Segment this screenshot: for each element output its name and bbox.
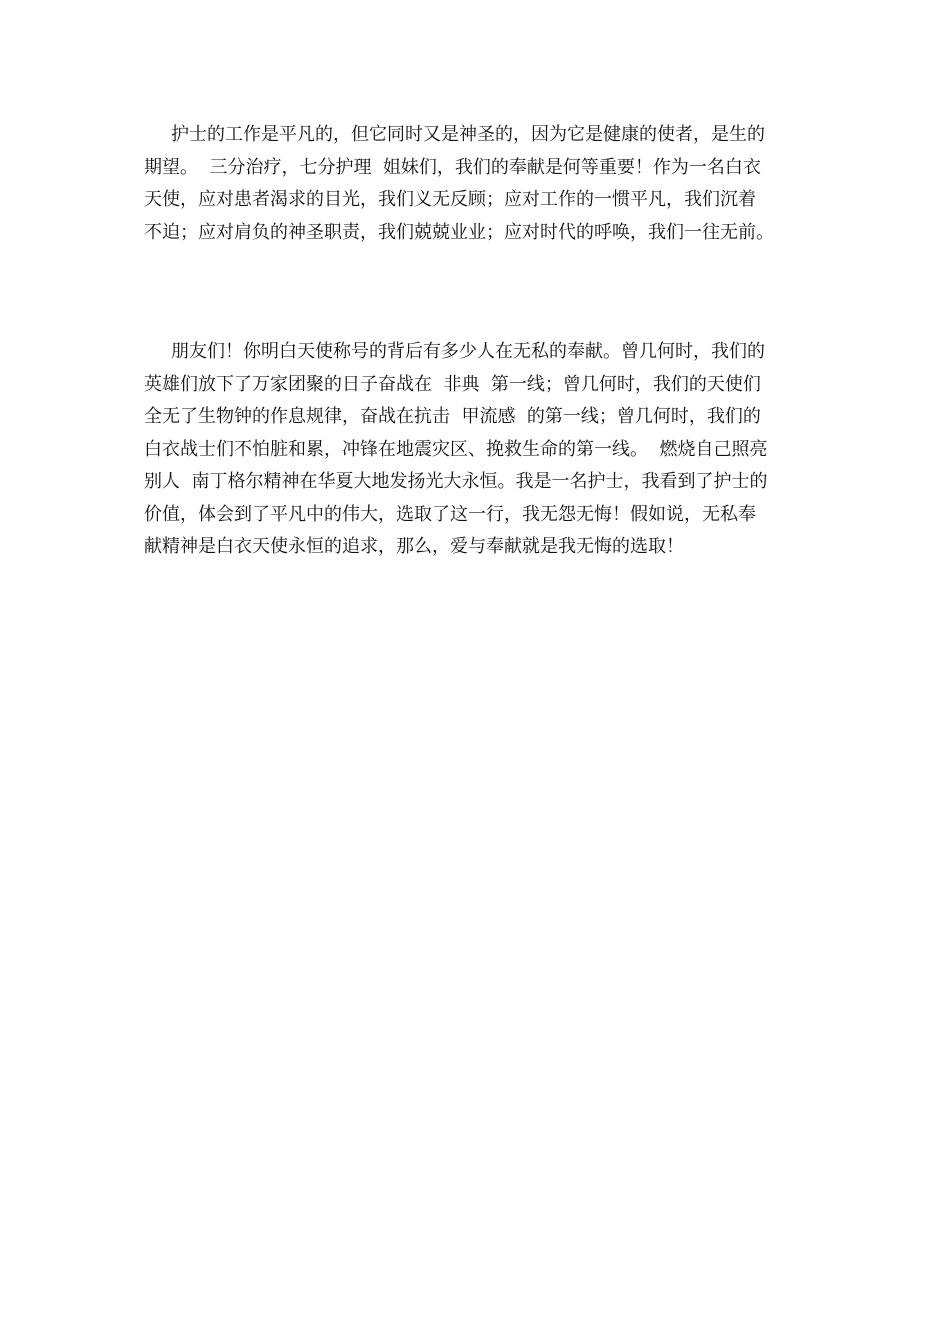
paragraph-angel-dedication	[144, 336, 824, 564]
text-line: 献精神是白衣天使永恒的追求，那么，爱与奉献就是我无悔的选取！	[144, 536, 684, 557]
paragraph-nurse-work	[144, 119, 824, 249]
text-line: 朋友们！你明白天使称号的背后有多少人在无私的奉献。曾几何时，我们的	[171, 341, 765, 362]
text-line: 全无了生物钟的作息规律，奋战在抗击 甲流感 的第一线；曾几何时，我们的	[144, 406, 761, 427]
text-line: 期望。 三分治疗，七分护理 姐妹们，我们的奉献是何等重要！作为一名白衣	[144, 156, 761, 178]
text-line: 不迫；应对肩负的神圣职责，我们兢兢业业；应对时代的呼唤，我们一往无前。	[144, 221, 774, 243]
text-line: 英雄们放下了万家团聚的日子奋战在 非典 第一线；曾几何时，我们的天使们	[144, 373, 761, 395]
text-line: 价值，体会到了平凡中的伟大，选取了这一行，我无怨无悔！假如说，无私奉	[144, 503, 756, 525]
text-line: 护士的工作是平凡的，但它同时又是神圣的，因为它是健康的使者，是生的	[171, 124, 765, 145]
text-line: 白衣战士们不怕脏和累，冲锋在地震灾区、挽救生命的第一线。 燃烧自己照亮	[144, 438, 768, 460]
text-line: 天使，应对患者渴求的目光，我们义无反顾；应对工作的一惯平凡，我们沉着	[144, 189, 756, 210]
text-line: 别人 南丁格尔精神在华夏大地发扬光大永恒。我是一名护士，我看到了护士的	[144, 471, 768, 492]
